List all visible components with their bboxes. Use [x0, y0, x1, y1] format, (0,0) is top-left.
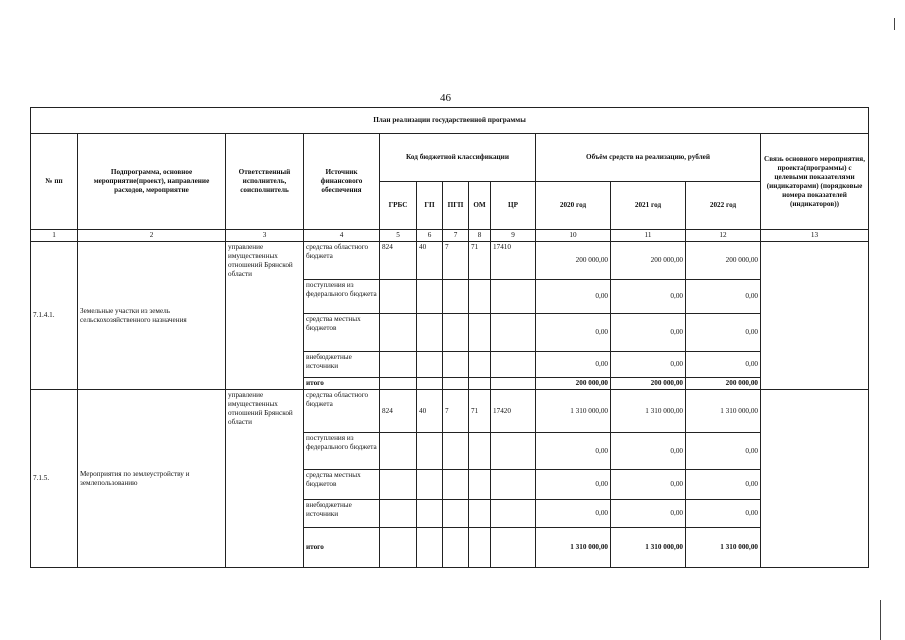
amount-2022: 0,00 — [686, 314, 761, 352]
header-link: Связь основного мероприятия, проекта(программы) с целевыми показателями (индикаторами) (порядковые номера показателей (индикаторов)) — [761, 134, 869, 230]
gp-code: 40 — [417, 390, 443, 433]
header-subprogram: Подпрограмма, основное мероприятие(проект), направление расходов, мероприятие — [78, 134, 226, 230]
amount-2020: 0,00 — [536, 352, 611, 378]
page-number: 46 — [440, 92, 451, 104]
total-2022: 200 000,00 — [686, 378, 761, 390]
funding-source: внебюджетные источники — [304, 500, 380, 528]
funding-source: средства местных бюджетов — [304, 470, 380, 500]
amount-2021: 0,00 — [611, 280, 686, 314]
header-gp: ГП — [417, 182, 443, 230]
om-code: 71 — [469, 242, 491, 280]
funding-source: средства областного бюджета — [304, 390, 380, 433]
amount-2021: 0,00 — [611, 314, 686, 352]
amount-2020: 0,00 — [536, 433, 611, 470]
indicator-link — [761, 242, 869, 390]
indicator-link — [761, 390, 869, 568]
cr-code: 17420 — [491, 390, 536, 433]
gp-code: 40 — [417, 242, 443, 280]
amount-2022: 0,00 — [686, 500, 761, 528]
header-2022: 2022 год — [686, 182, 761, 230]
amount-2020: 0,00 — [536, 280, 611, 314]
amount-2020: 0,00 — [536, 470, 611, 500]
table-title: План реализации государственной программы — [31, 108, 869, 134]
total-2021: 1 310 000,00 — [611, 528, 686, 568]
header-num: № пп — [31, 134, 78, 230]
header-pgp: ПГП — [443, 182, 469, 230]
header-2020: 2020 год — [536, 182, 611, 230]
scan-edge-mark — [880, 600, 881, 640]
header-grbs: ГРБС — [380, 182, 417, 230]
funding-source-total: итого — [304, 528, 380, 568]
column-number: 6 — [417, 230, 443, 242]
funding-source-total: итого — [304, 378, 380, 390]
amount-2020: 1 310 000,00 — [536, 390, 611, 433]
header-2021: 2021 год — [611, 182, 686, 230]
funding-source: поступления из федерального бюджета — [304, 433, 380, 470]
pgp-code: 7 — [443, 390, 469, 433]
column-number: 12 — [686, 230, 761, 242]
column-number: 2 — [78, 230, 226, 242]
funding-source: средства местных бюджетов — [304, 314, 380, 352]
amount-2021: 200 000,00 — [611, 242, 686, 280]
table-row — [31, 390, 869, 433]
responsible-executor: управление имущественных отношений Брянской области — [226, 242, 304, 390]
scan-edge-mark — [894, 18, 895, 30]
column-number: 1 — [31, 230, 78, 242]
grbs-code: 824 — [380, 242, 417, 280]
responsible-executor: управление имущественных отношений Брянской области — [226, 390, 304, 568]
amount-2022: 200 000,00 — [686, 242, 761, 280]
column-number: 8 — [469, 230, 491, 242]
amount-2020: 200 000,00 — [536, 242, 611, 280]
column-number: 3 — [226, 230, 304, 242]
row-number: 7.1.5. — [31, 390, 78, 568]
amount-2021: 1 310 000,00 — [611, 390, 686, 433]
amount-2022: 0,00 — [686, 280, 761, 314]
total-2022: 1 310 000,00 — [686, 528, 761, 568]
table-row — [31, 242, 869, 280]
column-number: 13 — [761, 230, 869, 242]
total-2021: 200 000,00 — [611, 378, 686, 390]
column-number: 9 — [491, 230, 536, 242]
header-volume: Объём средств на реализацию, рублей — [536, 134, 761, 182]
total-2020: 1 310 000,00 — [536, 528, 611, 568]
header-cr: ЦР — [491, 182, 536, 230]
amount-2022: 0,00 — [686, 433, 761, 470]
amount-2020: 0,00 — [536, 500, 611, 528]
amount-2021: 0,00 — [611, 352, 686, 378]
column-number: 7 — [443, 230, 469, 242]
cr-code: 17410 — [491, 242, 536, 280]
column-number-row — [31, 230, 869, 242]
total-2020: 200 000,00 — [536, 378, 611, 390]
program-plan-table — [30, 107, 869, 568]
amount-2020: 0,00 — [536, 314, 611, 352]
column-number: 5 — [380, 230, 417, 242]
pgp-code: 7 — [443, 242, 469, 280]
header-om: ОМ — [469, 182, 491, 230]
amount-2021: 0,00 — [611, 470, 686, 500]
funding-source: средства областного бюджета — [304, 242, 380, 280]
grbs-code: 824 — [380, 390, 417, 433]
amount-2022: 1 310 000,00 — [686, 390, 761, 433]
activity-name: Мероприятия по землеустройству и землепользованию — [78, 390, 226, 568]
column-number: 11 — [611, 230, 686, 242]
om-code: 71 — [469, 390, 491, 433]
column-number: 4 — [304, 230, 380, 242]
funding-source: внебюджетные источники — [304, 352, 380, 378]
amount-2022: 0,00 — [686, 470, 761, 500]
header-budget-code: Код бюджетной классификации — [380, 134, 536, 182]
row-number: 7.1.4.1. — [31, 242, 78, 390]
amount-2022: 0,00 — [686, 352, 761, 378]
activity-name: Земельные участки из земель сельскохозяйственного назначения — [78, 242, 226, 390]
amount-2021: 0,00 — [611, 500, 686, 528]
column-number: 10 — [536, 230, 611, 242]
header-responsible: Ответственный исполнитель, соисполнитель — [226, 134, 304, 230]
header-source: Источник финансового обеспечения — [304, 134, 380, 230]
amount-2021: 0,00 — [611, 433, 686, 470]
funding-source: поступления из федерального бюджета — [304, 280, 380, 314]
